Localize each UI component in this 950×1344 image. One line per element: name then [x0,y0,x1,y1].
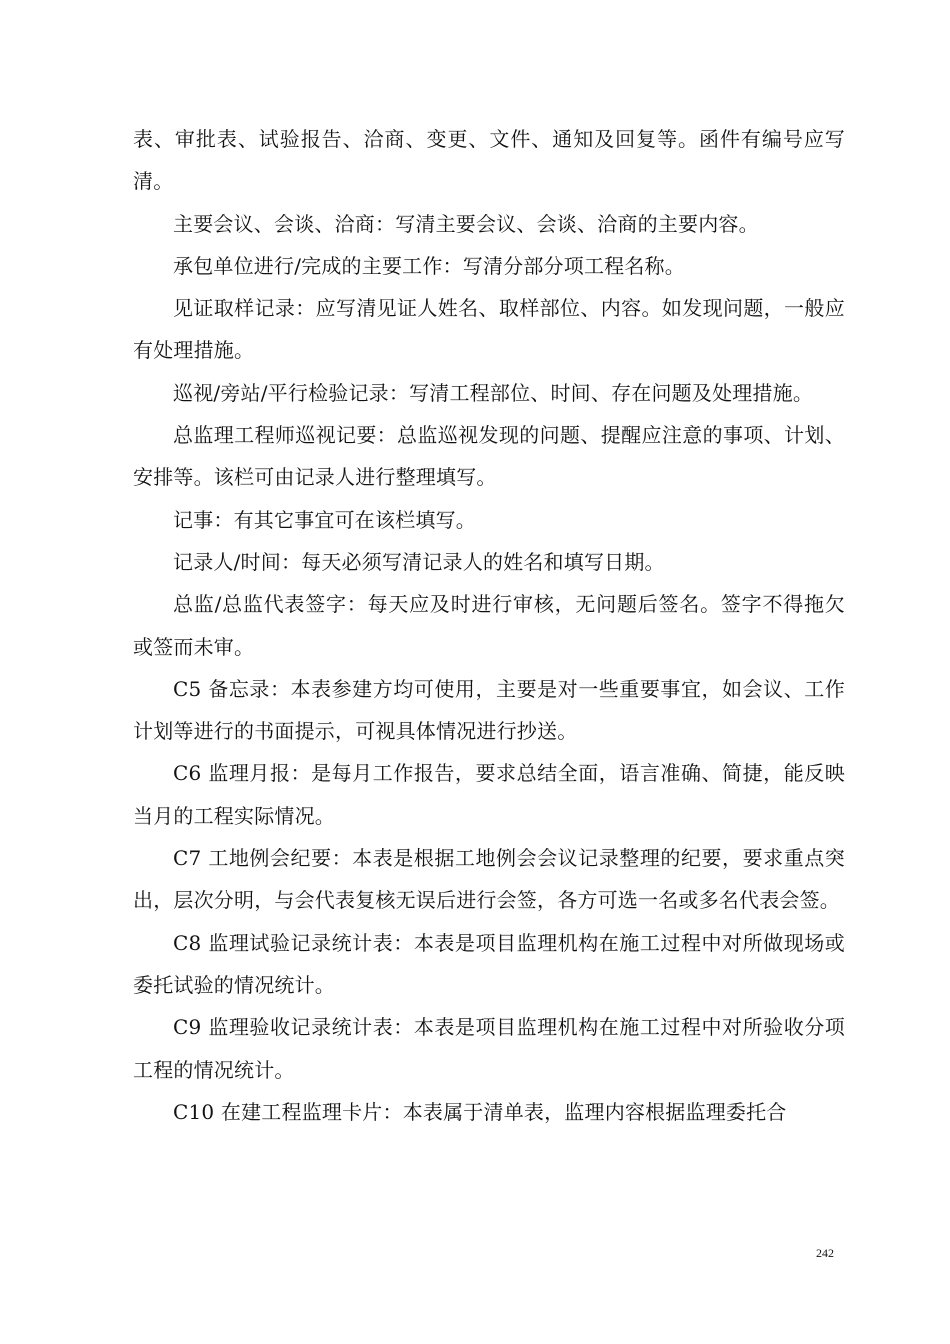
paragraph: C5 备忘录：本表参建方均可使用，主要是对一些重要事宜，如会议、工作计划等进行的书面提示，可视具体情况进行抄送。 [133,676,845,744]
page-number: 242 [816,1246,834,1260]
paragraph: 表、审批表、试验报告、洽商、变更、文件、通知及回复等。函件有编号应写清。 [133,127,845,194]
paragraph: C10 在建工程监理卡片：本表属于清单表，监理内容根据监理委托合 [173,1099,787,1124]
paragraph: 总监理工程师巡视记要：总监巡视发现的问题、提醒应注意的事项、计划、安排等。该栏可由记录人进行整理填写。 [133,423,845,490]
paragraph: C8 监理试验记录统计表：本表是项目监理机构在施工过程中对所做现场或委托试验的情况统计。 [133,930,845,997]
paragraph: 见证取样记录：应写清见证人姓名、取样部位、内容。如发现问题，一般应有处理措施。 [133,296,845,363]
paragraph: 承包单位进行/完成的主要工作：写清分部分项工程名称。 [173,253,685,278]
paragraph: 记录人/时间：每天必须写清记录人的姓名和填写日期。 [173,549,665,574]
paragraph: C6 监理月报：是每月工作报告，要求总结全面，语言准确、简捷，能反映当月的工程实际情况。 [133,761,845,828]
paragraph: 主要会议、会谈、洽商：写清主要会议、会谈、洽商的主要内容。 [173,211,759,236]
paragraph: C7 工地例会纪要：本表是根据工地例会会议记录整理的纪要，要求重点突出，层次分明，与会代表复核无误后进行会签，各方可选一名或多名代表会签。 [133,846,845,913]
paragraph: C9 监理验收记录统计表：本表是项目监理机构在施工过程中对所验收分项工程的情况统计。 [133,1015,845,1082]
body-text [133,118,845,1133]
paragraph: 记事：有其它事宜可在该栏填写。 [173,507,476,532]
paragraph: 巡视/旁站/平行检验记录：写清工程部位、时间、存在问题及处理措施。 [173,380,814,405]
paragraph: 总监/总监代表签字：每天应及时进行审核，无问题后签名。签字不得拖欠或签而未审。 [133,592,845,659]
